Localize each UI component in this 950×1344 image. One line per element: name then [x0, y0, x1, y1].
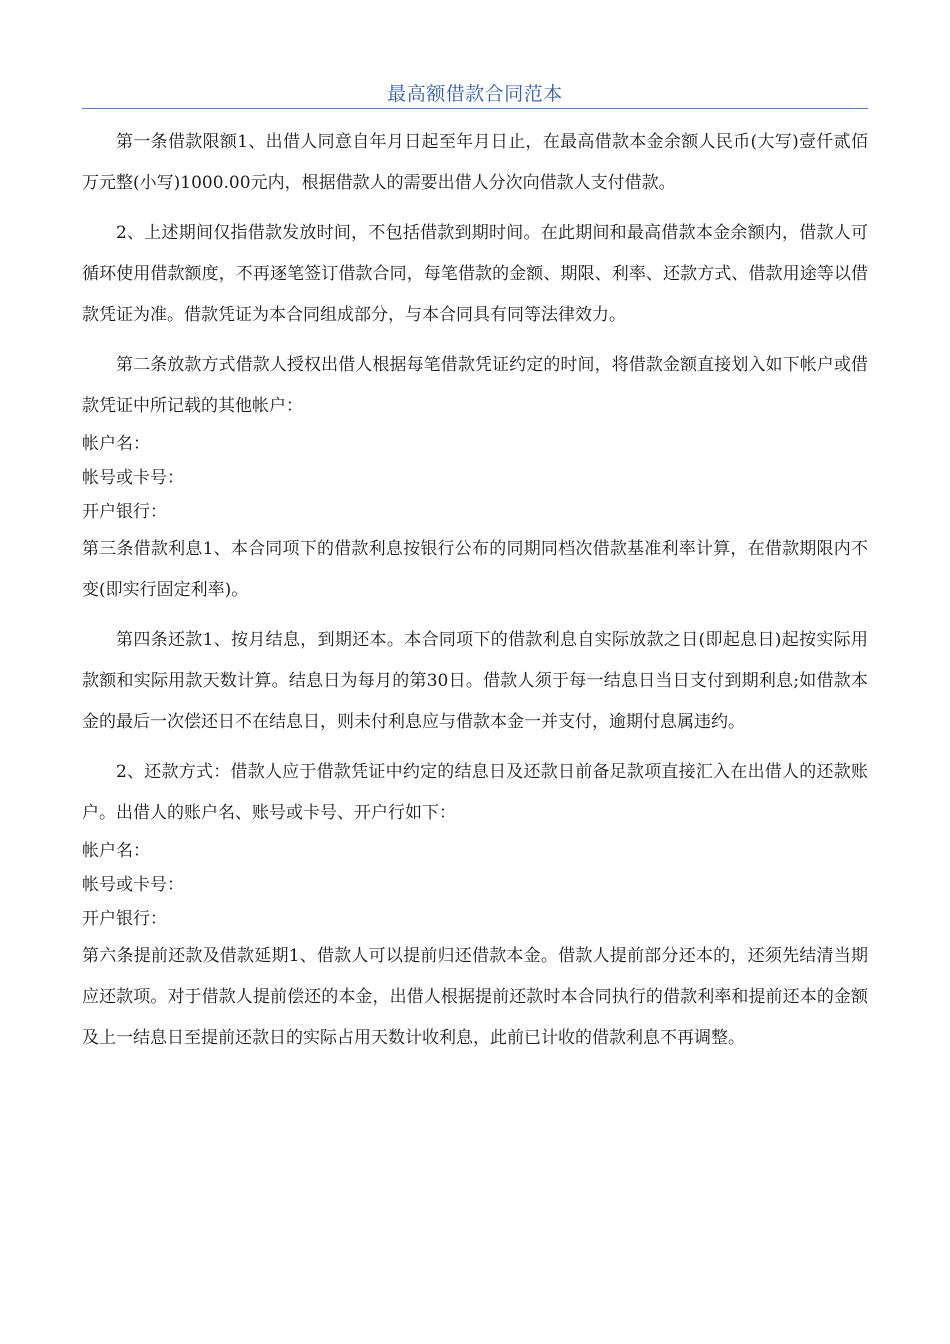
document-title: 最高额借款合同范本	[387, 83, 563, 105]
document-body	[82, 122, 868, 1059]
paragraph-article-1-item-2: 2、上述期间仅指借款发放时间，不包括借款到期时间。在此期间和最高借款本金余额内，借款人可循环使用借款额度，不再逐笔签订借款合同，每笔借款的金额、期限、利率、还款方式、借款用途等以借款凭证为准。借款凭证为本合同组成部分，与本合同具有同等法律效力。	[82, 223, 868, 325]
paragraph-article-4: 第四条还款1、按月结息，到期还本。本合同项下的借款利息自实际放款之日(即起息日)起按实际用款额和实际用款天数计算。结息日为每月的第30日。借款人须于每一结息日当日支付到期利息;如借款本金的最后一次偿还日不在结息日，则未付利息应与借款本金一并支付，逾期付息属违约。	[82, 630, 868, 732]
field-bank-1: 开户银行：	[82, 502, 167, 522]
field-bank-2: 开户银行：	[82, 909, 167, 929]
field-account-name-1: 帐户名：	[82, 434, 150, 454]
paragraph-article-1: 第一条借款限额1、出借人同意自年月日起至年月日止，在最高借款本金余额人民币(大写)壹仟贰佰万元整(小写)1000.00元内，根据借款人的需要出借人分次向借款人支付借款。	[82, 132, 868, 193]
paragraph-article-4-item-2: 2、还款方式：借款人应于借款凭证中约定的结息日及还款日前备足款项直接汇入在出借人的还款账户。出借人的账户名、账号或卡号、开户行如下：	[82, 762, 868, 823]
field-account-name-2: 帐户名：	[82, 841, 150, 861]
field-account-number-1: 帐号或卡号：	[82, 468, 184, 488]
paragraph-article-3: 第三条借款利息1、本合同项下的借款利息按银行公布的同期同档次借款基准利率计算，在借款期限内不变(即实行固定利率)。	[82, 539, 868, 600]
field-account-number-2: 帐号或卡号：	[82, 875, 184, 895]
title-underline	[82, 108, 868, 109]
paragraph-article-6: 第六条提前还款及借款延期1、借款人可以提前归还借款本金。借款人提前部分还本的，还须先结清当期应还款项。对于借款人提前偿还的本金，出借人根据提前还款时本合同执行的借款利率和提前还本的金额及上一结息日至提前还款日的实际占用天数计收利息，此前已计收的借款利息不再调整。	[82, 946, 868, 1048]
paragraph-article-2: 第二条放款方式借款人授权出借人根据每笔借款凭证约定的时间，将借款金额直接划入如下帐户或借款凭证中所记载的其他帐户：	[82, 355, 868, 416]
